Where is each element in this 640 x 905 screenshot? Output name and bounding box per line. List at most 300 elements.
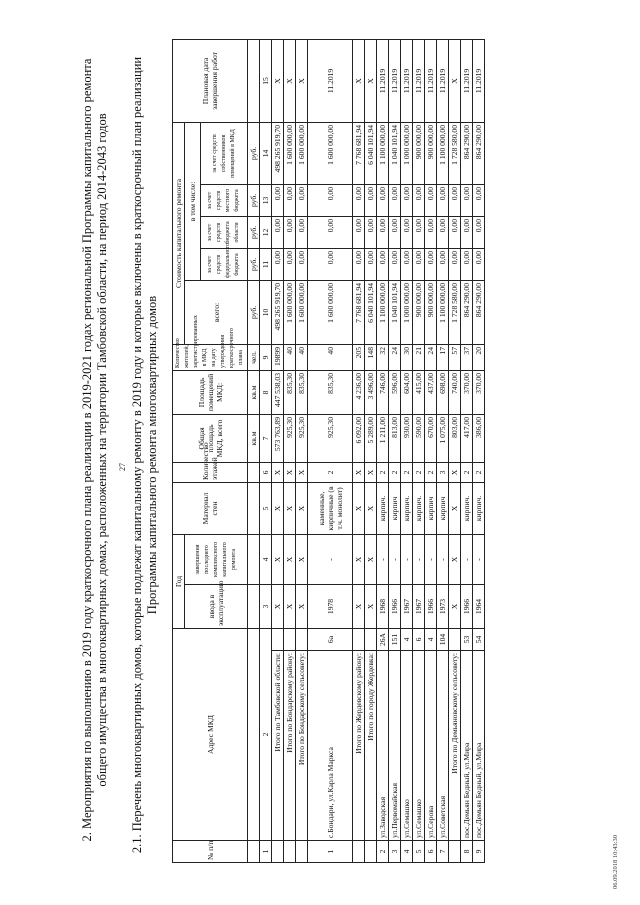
print-timestamp: 06.09.2018 10:43:30 bbox=[612, 835, 619, 889]
cell-res: 40 bbox=[296, 344, 308, 370]
col-owners: за счет средств собственников помещений в МКД bbox=[201, 122, 248, 184]
cell-wall: кирпич. bbox=[413, 482, 425, 534]
cell-y1: X bbox=[449, 584, 461, 628]
cell-n: 4 bbox=[401, 841, 413, 863]
section-2-title: 2. Мероприятия по выполнению в 2019 году краткосрочного плана реализации в 2019-2021 годах региональной Программы капитального ремонта общего имущества в многоквартирных домах, расположенных на территории Тамбовской области, на период 2014-2043 годов bbox=[80, 58, 109, 842]
cell-wall: кирпич. bbox=[401, 482, 413, 534]
cell-wall: X bbox=[353, 482, 365, 534]
cell-pa: 835,30 bbox=[296, 370, 308, 414]
cell-nb bbox=[296, 628, 308, 650]
table-row bbox=[425, 39, 437, 862]
cell-wall: кирпич. bbox=[461, 482, 473, 534]
cell-loc: 0,00 bbox=[461, 184, 473, 216]
cell-addr: ул.Семашко bbox=[401, 651, 413, 841]
cell-date: X bbox=[449, 39, 461, 122]
cell-reg: 0,00 bbox=[272, 216, 284, 248]
column-number-cell: 10 bbox=[260, 280, 272, 344]
cell-loc: 0,00 bbox=[473, 184, 485, 216]
cell-reg: 0,00 bbox=[413, 216, 425, 248]
cell-date: 11.2019 bbox=[461, 39, 473, 122]
unit-cell bbox=[248, 584, 260, 628]
subtotal-row bbox=[449, 39, 461, 862]
cell-y2: X bbox=[449, 534, 461, 584]
cell-y2: X bbox=[272, 534, 284, 584]
cell-n bbox=[449, 841, 461, 863]
cell-fl: X bbox=[272, 462, 284, 482]
cell-addr: Итого по Тамбовской области: bbox=[272, 651, 284, 841]
unit-cell bbox=[248, 628, 260, 840]
cell-ta: 803,00 bbox=[449, 414, 461, 462]
cell-addr: Итого по Демьяновскому сельсовету: bbox=[449, 651, 461, 841]
cell-n bbox=[284, 841, 296, 863]
cell-loc: 0,00 bbox=[308, 184, 353, 216]
cell-reg: 0,00 bbox=[377, 216, 389, 248]
cell-loc: 0,00 bbox=[296, 184, 308, 216]
cell-fl: 3 bbox=[437, 462, 449, 482]
cell-n bbox=[296, 841, 308, 863]
cell-pa: 835,30 bbox=[284, 370, 296, 414]
col-reg: за счет средств бюджета области bbox=[201, 216, 248, 248]
cell-pa: 835,30 bbox=[308, 370, 353, 414]
col-residents: Количество жителей, зарегистрированных в МКД на дату утверждения краткосрочного плана bbox=[173, 344, 248, 370]
cell-reg: 0,00 bbox=[365, 216, 377, 248]
cell-tot: 1 600 000,00 bbox=[308, 280, 353, 344]
cell-wall: X bbox=[365, 482, 377, 534]
cell-tot: 1 100 000,00 bbox=[377, 280, 389, 344]
cell-res: 205 bbox=[353, 344, 365, 370]
cell-reg: 0,00 bbox=[308, 216, 353, 248]
cell-tot: 900 000,00 bbox=[413, 280, 425, 344]
cell-date: 11.2019 bbox=[473, 39, 485, 122]
col-walls: Материал стен bbox=[173, 482, 248, 534]
cell-date: 11.2019 bbox=[401, 39, 413, 122]
table-body bbox=[272, 39, 485, 862]
cell-fl: 2 bbox=[308, 462, 353, 482]
cell-ta: 670,00 bbox=[425, 414, 437, 462]
cell-date: X bbox=[365, 39, 377, 122]
cell-addr: пос.Демьян Бедный, ул.Мира bbox=[461, 651, 473, 841]
cell-fl: 2 bbox=[473, 462, 485, 482]
cell-ta: 386,00 bbox=[473, 414, 485, 462]
cell-y2: X bbox=[284, 534, 296, 584]
cell-fl: X bbox=[284, 462, 296, 482]
cell-wall: кирпич bbox=[425, 482, 437, 534]
cell-fed: 0,00 bbox=[401, 248, 413, 280]
cell-wall: X bbox=[449, 482, 461, 534]
cell-own: 1 600 000,00 bbox=[308, 122, 353, 184]
cell-tot: 1 100 000,00 bbox=[437, 280, 449, 344]
cell-fed: 0,00 bbox=[296, 248, 308, 280]
cell-ta: 925,30 bbox=[284, 414, 296, 462]
cell-y2: X bbox=[353, 534, 365, 584]
cell-tot: 6 040 101,94 bbox=[365, 280, 377, 344]
col-cost-group: Стоимость капитального ремонта bbox=[173, 122, 185, 344]
cell-nb: 53 bbox=[461, 628, 473, 650]
unit-cell bbox=[248, 462, 260, 482]
col-fed: за счет средств федерального бюджета bbox=[201, 248, 248, 280]
cell-date: X bbox=[284, 39, 296, 122]
column-number-cell: 9 bbox=[260, 344, 272, 370]
cell-loc: 0,00 bbox=[353, 184, 365, 216]
cell-loc: 0,00 bbox=[449, 184, 461, 216]
cell-pa: 604,00 bbox=[401, 370, 413, 414]
cell-ta: 925,30 bbox=[308, 414, 353, 462]
cell-res: 30 bbox=[401, 344, 413, 370]
cell-y2: - bbox=[377, 534, 389, 584]
cell-nb: 6а bbox=[308, 628, 353, 650]
cell-n: 3 bbox=[389, 841, 401, 863]
unit-cell bbox=[248, 482, 260, 534]
cell-res: 24 bbox=[425, 344, 437, 370]
column-number-cell: 8 bbox=[260, 370, 272, 414]
cell-wall: кирпич bbox=[437, 482, 449, 534]
cell-fed: 0,00 bbox=[365, 248, 377, 280]
cell-pa: 740,00 bbox=[449, 370, 461, 414]
cell-res: 19899 bbox=[272, 344, 284, 370]
cell-fed: 0,00 bbox=[413, 248, 425, 280]
table-row bbox=[473, 39, 485, 862]
cell-tot: 864 290,00 bbox=[461, 280, 473, 344]
cell-pa: 415,00 bbox=[413, 370, 425, 414]
cell-ta: 1 211,00 bbox=[377, 414, 389, 462]
cell-y1: 1964 bbox=[473, 584, 485, 628]
cell-nb: 4 bbox=[425, 628, 437, 650]
cell-own: 7 768 681,94 bbox=[353, 122, 365, 184]
cell-addr: Итого по Жердевскому району: bbox=[353, 651, 365, 841]
cell-date: 11.2019 bbox=[377, 39, 389, 122]
column-number-cell: 1 bbox=[260, 841, 272, 863]
table-row bbox=[413, 39, 425, 862]
cell-n bbox=[353, 841, 365, 863]
cell-res: 21 bbox=[413, 344, 425, 370]
cell-addr: Итого по городу Жердевка: bbox=[365, 651, 377, 841]
cell-nb bbox=[284, 628, 296, 650]
col-year-built: ввода в эксплуатацию bbox=[185, 584, 248, 628]
cell-fl: 2 bbox=[425, 462, 437, 482]
cell-date: 11.2019 bbox=[437, 39, 449, 122]
cell-own: 864 290,00 bbox=[473, 122, 485, 184]
cell-date: X bbox=[272, 39, 284, 122]
cell-nb: 151 bbox=[389, 628, 401, 650]
cell-tot: 1 040 101,94 bbox=[389, 280, 401, 344]
subtotal-row bbox=[284, 39, 296, 862]
cell-nb: 6 bbox=[413, 628, 425, 650]
cell-wall: кирпич. bbox=[473, 482, 485, 534]
cell-own: 1 100 000,00 bbox=[437, 122, 449, 184]
cell-addr: ул.Советская bbox=[437, 651, 449, 841]
cell-addr: с.Бондари, ул.Карла Маркса bbox=[308, 651, 353, 841]
cell-own: 1 728 580,00 bbox=[449, 122, 461, 184]
table-row bbox=[308, 39, 353, 862]
cell-fl: X bbox=[365, 462, 377, 482]
unit-cell: руб. bbox=[248, 122, 260, 184]
cell-y1: 1967 bbox=[401, 584, 413, 628]
cell-ta: 590,00 bbox=[413, 414, 425, 462]
cell-fl: X bbox=[296, 462, 308, 482]
table-row bbox=[401, 39, 413, 862]
subtotal-row bbox=[296, 39, 308, 862]
cell-loc: 0,00 bbox=[377, 184, 389, 216]
cell-fl: X bbox=[449, 462, 461, 482]
cell-n: 5 bbox=[413, 841, 425, 863]
cell-fed: 0,00 bbox=[272, 248, 284, 280]
cell-n: 6 bbox=[425, 841, 437, 863]
cell-fl: 2 bbox=[377, 462, 389, 482]
unit-cell bbox=[248, 534, 260, 584]
cell-y2: - bbox=[389, 534, 401, 584]
column-number-cell: 4 bbox=[260, 534, 272, 584]
column-number-cell: 13 bbox=[260, 184, 272, 216]
cell-y1: X bbox=[284, 584, 296, 628]
cell-y1: X bbox=[365, 584, 377, 628]
cell-nb bbox=[272, 628, 284, 650]
unit-cell: кв.м bbox=[248, 414, 260, 462]
cell-own: 1 600 000,00 bbox=[296, 122, 308, 184]
cell-wall: каменные, кирпичные (в т.ч. монолит) bbox=[308, 482, 353, 534]
cell-n: 8 bbox=[461, 841, 473, 863]
col-incl: в том числе: bbox=[185, 122, 201, 280]
cell-y2: - bbox=[401, 534, 413, 584]
cell-own: 498 265 919,70 bbox=[272, 122, 284, 184]
cell-addr: Итого по Бондарскому сельсовету: bbox=[296, 651, 308, 841]
cell-n: 9 bbox=[473, 841, 485, 863]
cell-own: 6 040 101,94 bbox=[365, 122, 377, 184]
subtotal-row bbox=[353, 39, 365, 862]
cell-res: 57 bbox=[449, 344, 461, 370]
cell-date: 11.2019 bbox=[425, 39, 437, 122]
cell-pa: 698,00 bbox=[437, 370, 449, 414]
col-floors: Количество этажей bbox=[173, 462, 248, 482]
cell-res: 40 bbox=[284, 344, 296, 370]
cell-pa: 447 538,03 bbox=[272, 370, 284, 414]
cell-wall: X bbox=[272, 482, 284, 534]
cell-nb bbox=[449, 628, 461, 650]
cell-fed: 0,00 bbox=[308, 248, 353, 280]
cell-loc: 0,00 bbox=[272, 184, 284, 216]
cell-n: 2 bbox=[377, 841, 389, 863]
column-number-cell: 15 bbox=[260, 39, 272, 122]
cell-nb: 26А bbox=[377, 628, 389, 650]
cell-nb bbox=[353, 628, 365, 650]
cell-res: 17 bbox=[437, 344, 449, 370]
cell-own: 1 000 000,00 bbox=[401, 122, 413, 184]
cell-res: 24 bbox=[389, 344, 401, 370]
cell-fl: X bbox=[353, 462, 365, 482]
cell-nb: 54 bbox=[473, 628, 485, 650]
cell-ta: 573 763,89 bbox=[272, 414, 284, 462]
cell-date: 11.2019 bbox=[413, 39, 425, 122]
cell-addr: пос.Демьян Бедный, ул.Мира bbox=[473, 651, 485, 841]
unit-cell: руб. bbox=[248, 248, 260, 280]
cell-loc: 0,00 bbox=[437, 184, 449, 216]
cell-loc: 0,00 bbox=[401, 184, 413, 216]
column-number-cell: 7 bbox=[260, 414, 272, 462]
cell-wall: кирпич. bbox=[377, 482, 389, 534]
subtotal-row bbox=[365, 39, 377, 862]
cell-tot: 1 728 580,00 bbox=[449, 280, 461, 344]
cell-fl: 2 bbox=[461, 462, 473, 482]
column-number-cell: 3 bbox=[260, 584, 272, 628]
cell-ta: 5 289,00 bbox=[365, 414, 377, 462]
cell-y2: - bbox=[437, 534, 449, 584]
cell-y2: - bbox=[308, 534, 353, 584]
cell-reg: 0,00 bbox=[353, 216, 365, 248]
cell-y2: X bbox=[296, 534, 308, 584]
column-number-cell: 11 bbox=[260, 248, 272, 280]
cell-n: 7 bbox=[437, 841, 449, 863]
column-number-cell: 6 bbox=[260, 462, 272, 482]
cell-tot: 7 768 681,94 bbox=[353, 280, 365, 344]
cell-y1: 1966 bbox=[425, 584, 437, 628]
cell-res: 40 bbox=[308, 344, 353, 370]
cell-pa: 370,00 bbox=[473, 370, 485, 414]
unit-cell bbox=[248, 841, 260, 863]
cell-date: 11.2019 bbox=[308, 39, 353, 122]
unit-cell: руб. bbox=[248, 184, 260, 216]
col-year-last-repair: завершения последнего комплексного капитального ремонта bbox=[185, 534, 248, 584]
cell-y1: 1973 bbox=[437, 584, 449, 628]
cell-res: 20 bbox=[473, 344, 485, 370]
cell-nb: 4 bbox=[401, 628, 413, 650]
cell-y1: 1968 bbox=[377, 584, 389, 628]
cell-fed: 0,00 bbox=[473, 248, 485, 280]
cell-ta: 417,00 bbox=[461, 414, 473, 462]
cell-reg: 0,00 bbox=[449, 216, 461, 248]
cell-tot: 1 000 000,00 bbox=[401, 280, 413, 344]
cell-loc: 0,00 bbox=[389, 184, 401, 216]
cell-fl: 2 bbox=[401, 462, 413, 482]
cell-addr: ул.Заводская bbox=[377, 651, 389, 841]
cell-y2: - bbox=[425, 534, 437, 584]
cell-reg: 0,00 bbox=[296, 216, 308, 248]
cell-tot: 900 000,00 bbox=[425, 280, 437, 344]
cell-ta: 925,30 bbox=[296, 414, 308, 462]
cell-y1: 1966 bbox=[461, 584, 473, 628]
column-number-row bbox=[260, 39, 272, 862]
unit-cell: руб. bbox=[248, 216, 260, 248]
cell-ta: 6 092,00 bbox=[353, 414, 365, 462]
cell-pa: 596,00 bbox=[389, 370, 401, 414]
page-number: 27 bbox=[118, 463, 127, 471]
cell-nb: 104 bbox=[437, 628, 449, 650]
cell-pa: 746,00 bbox=[377, 370, 389, 414]
cell-wall: X bbox=[296, 482, 308, 534]
cell-loc: 0,00 bbox=[365, 184, 377, 216]
cell-res: 32 bbox=[377, 344, 389, 370]
col-total-area: Общая площадь МКД, всего bbox=[173, 414, 248, 462]
column-number-cell: 5 bbox=[260, 482, 272, 534]
cell-loc: 0,00 bbox=[413, 184, 425, 216]
cell-fed: 0,00 bbox=[449, 248, 461, 280]
cell-reg: 0,00 bbox=[461, 216, 473, 248]
unit-cell bbox=[248, 39, 260, 122]
unit-cell: кв.м bbox=[248, 370, 260, 414]
cell-fed: 0,00 bbox=[389, 248, 401, 280]
cell-ta: 1 075,00 bbox=[437, 414, 449, 462]
cell-reg: 0,00 bbox=[401, 216, 413, 248]
cell-y2: - bbox=[461, 534, 473, 584]
cell-date: 11.2019 bbox=[389, 39, 401, 122]
cell-n bbox=[365, 841, 377, 863]
cell-date: X bbox=[353, 39, 365, 122]
cell-tot: 1 600 000,00 bbox=[284, 280, 296, 344]
cell-loc: 0,00 bbox=[425, 184, 437, 216]
unit-cell: руб. bbox=[248, 280, 260, 344]
cell-reg: 0,00 bbox=[437, 216, 449, 248]
col-loc: за счет средств местного бюджета bbox=[201, 184, 248, 216]
cell-y2: - bbox=[413, 534, 425, 584]
column-number-cell: 14 bbox=[260, 122, 272, 184]
table-row bbox=[437, 39, 449, 862]
column-number-cell: 12 bbox=[260, 216, 272, 248]
cell-own: 1 100 000,00 bbox=[377, 122, 389, 184]
cell-wall: X bbox=[284, 482, 296, 534]
cell-nb bbox=[365, 628, 377, 650]
section-2-1-title: 2.1. Перечень многоквартирных домов, которые подлежат капитальному ремонту в 2019 году и которые включены в краткосрочный план реализации Программы капитального ремонта многоквартирных домов bbox=[130, 56, 159, 854]
cell-reg: 0,00 bbox=[425, 216, 437, 248]
col-planned-date: Плановая дата завершения работ bbox=[173, 39, 248, 122]
cell-res: 37 bbox=[461, 344, 473, 370]
cell-ta: 930,00 bbox=[401, 414, 413, 462]
cell-tot: 498 265 919,70 bbox=[272, 280, 284, 344]
table-row bbox=[377, 39, 389, 862]
cell-reg: 0,00 bbox=[284, 216, 296, 248]
cell-y1: 1978 bbox=[308, 584, 353, 628]
cell-tot: 864 290,00 bbox=[473, 280, 485, 344]
col-num: № п/п bbox=[173, 841, 248, 863]
cell-wall: кирпич bbox=[389, 482, 401, 534]
cell-own: 900 000,00 bbox=[425, 122, 437, 184]
cell-own: 900 000,00 bbox=[413, 122, 425, 184]
units-row bbox=[248, 39, 260, 862]
cell-tot: 1 600 000,00 bbox=[296, 280, 308, 344]
cell-y1: X bbox=[296, 584, 308, 628]
cell-fl: 2 bbox=[389, 462, 401, 482]
cell-res: 148 bbox=[365, 344, 377, 370]
cell-ta: 813,00 bbox=[389, 414, 401, 462]
cell-n bbox=[272, 841, 284, 863]
col-year: Год bbox=[173, 534, 185, 628]
cell-own: 1 040 101,94 bbox=[389, 122, 401, 184]
table-row bbox=[461, 39, 473, 862]
cell-addr: ул.Первомайская bbox=[389, 651, 401, 841]
cell-addr: Итого по Бондарскому району: bbox=[284, 651, 296, 841]
cell-date: X bbox=[296, 39, 308, 122]
cell-addr: ул.Серова bbox=[425, 651, 437, 841]
cell-fed: 0,00 bbox=[425, 248, 437, 280]
col-address: Адрес МКД bbox=[173, 628, 248, 840]
cell-y2: - bbox=[473, 534, 485, 584]
subtotal-row bbox=[272, 39, 284, 862]
cell-y1: X bbox=[272, 584, 284, 628]
cell-fl: 2 bbox=[413, 462, 425, 482]
cell-fed: 0,00 bbox=[353, 248, 365, 280]
cell-own: 1 600 000,00 bbox=[284, 122, 296, 184]
col-premises-area: Площадь помещений МКД: bbox=[173, 370, 248, 414]
cell-reg: 0,00 bbox=[473, 216, 485, 248]
cell-fed: 0,00 bbox=[377, 248, 389, 280]
column-number-cell: 2 bbox=[260, 628, 272, 840]
cell-pa: 4 236,00 bbox=[353, 370, 365, 414]
cell-y1: 1966 bbox=[389, 584, 401, 628]
cell-pa: 3 496,00 bbox=[365, 370, 377, 414]
unit-cell: чел. bbox=[248, 344, 260, 370]
cell-loc: 0,00 bbox=[284, 184, 296, 216]
cell-pa: 370,00 bbox=[461, 370, 473, 414]
cell-y2: X bbox=[365, 534, 377, 584]
cell-y1: X bbox=[353, 584, 365, 628]
cell-fed: 0,00 bbox=[437, 248, 449, 280]
